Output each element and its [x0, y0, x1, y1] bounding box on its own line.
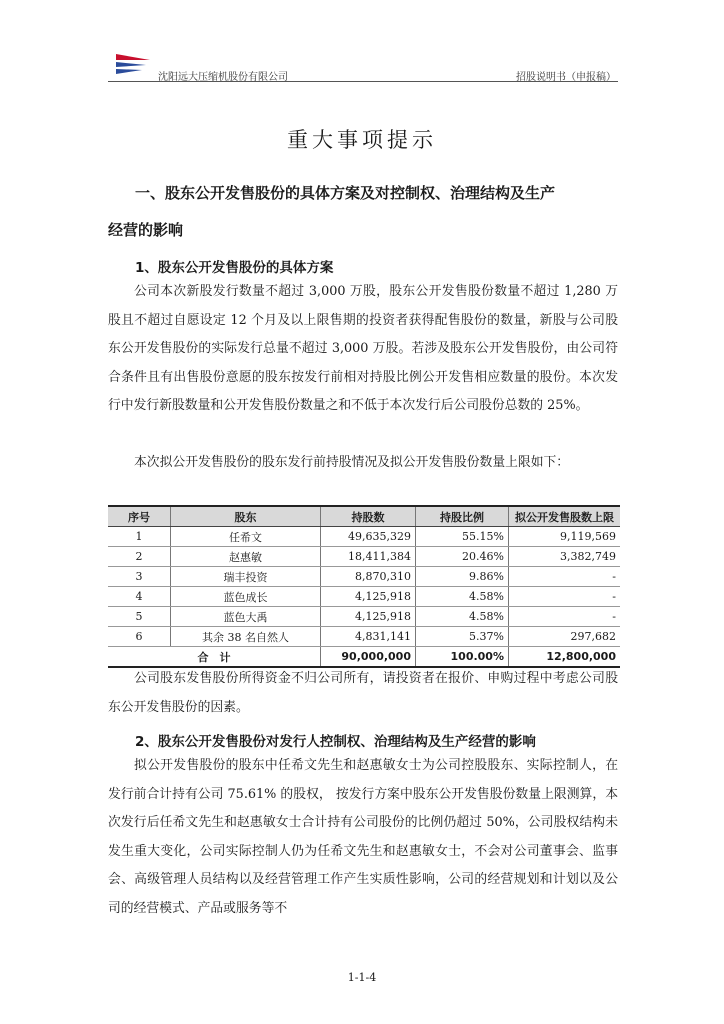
cell-shares: 4,831,141: [321, 627, 416, 647]
cell-shareholder: 蓝色成长: [171, 587, 321, 607]
cell-shares: 4,125,918: [321, 587, 416, 607]
cell-limit: 9,119,569: [509, 527, 621, 547]
table-row: [108, 547, 620, 567]
cell-index: 5: [108, 607, 171, 627]
cell-limit: 297,682: [509, 627, 621, 647]
col-header-index: 序号: [108, 506, 171, 527]
table-row: [108, 567, 620, 587]
cell-total-limit: 12,800,000: [509, 647, 621, 668]
cell-total-ratio: 100.00%: [416, 647, 509, 668]
cell-limit: -: [509, 587, 621, 607]
cell-ratio: 55.15%: [416, 527, 509, 547]
cell-limit: -: [509, 607, 621, 627]
subsection-heading-2: 2、股东公开发售股份对发行人控制权、治理结构及生产经营的影响: [135, 734, 536, 750]
cell-ratio: 5.37%: [416, 627, 509, 647]
header-rule: [108, 81, 618, 82]
col-header-shareholder: 股东: [171, 506, 321, 527]
paragraph-control-impact: 拟公开发售股份的股东中任希文先生和赵惠敏女士为公司控股股东、实际控制人，在发行前合计持有公司 75.61% 的股权， 按发行方案中股东公开发售股份数量上限测算，本次发行后任希文先生和赵惠敏女士合计持有公司股份的比例仍超过 50%，公司股权结构未发生重大变化，公司实际控制人仍为任希文先生和赵惠敏女士，不会对公司董事会、监事会、高级管理人员结构以及经营管理工作产生实质性影响，公司的经营规划和计划以及公司的经营模式、产品或服务等不: [108, 758, 618, 916]
cell-shares: 8,870,310: [321, 567, 416, 587]
cell-index: 4: [108, 587, 171, 607]
cell-shareholder: 任希文: [171, 527, 321, 547]
cell-limit: 3,382,749: [509, 547, 621, 567]
cell-index: 3: [108, 567, 171, 587]
table-row: [108, 527, 620, 547]
company-name: 沈阳远大压缩机股份有限公司: [158, 72, 288, 83]
cell-shareholder: 瑞丰投资: [171, 567, 321, 587]
cell-index: 6: [108, 627, 171, 647]
cell-total-label: 合 计: [108, 647, 321, 668]
cell-shareholder: 蓝色大禹: [171, 607, 321, 627]
paragraph-proceeds-note: 公司股东发售股份所得资金不归公司所有，请投资者在报价、申购过程中考虑公司股东公开发售股份的因素。: [108, 671, 618, 715]
table-header-row: [108, 506, 620, 527]
cell-ratio: 20.46%: [416, 547, 509, 567]
paragraph-table-intro: 本次拟公开发售股份的股东发行前持股情况及拟公开发售股份数量上限如下：: [134, 455, 570, 470]
cell-index: 1: [108, 527, 171, 547]
cell-shares: 4,125,918: [321, 607, 416, 627]
table-row: [108, 627, 620, 647]
table-row: [108, 607, 620, 627]
table-total-row: [108, 647, 620, 668]
subsection-heading-1: 1、股东公开发售股份的具体方案: [135, 260, 334, 276]
cell-shareholder: 其余 38 名自然人: [171, 627, 321, 647]
paragraph-offering-plan: 公司本次新股发行数量不超过 3,000 万股，股东公开发售股份数量不超过 1,280 万股且不超过自愿设定 12 个月及以上限售期的投资者获得配售股份的数量，新股与公司股东公开发售股份的实际发行总量不超过 3,000 万股。若涉及股东公开发售股份，由公司符合条件且有出售股份意愿的股东按发行前相对持股比例公开发售相应数量的股份。本次发行中发行新股数量和公开发售股份数量之和不低于本次发行后公司股份总数的 25%。: [108, 284, 618, 413]
page-header: [108, 48, 618, 83]
shareholder-table: [108, 505, 620, 668]
cell-shareholder: 赵惠敏: [171, 547, 321, 567]
cell-index: 2: [108, 547, 171, 567]
section-heading-line2: 经营的影响: [108, 221, 184, 239]
cell-shares: 18,411,384: [321, 547, 416, 567]
cell-ratio: 4.58%: [416, 587, 509, 607]
col-header-shares: 持股数: [321, 506, 416, 527]
cell-limit: -: [509, 567, 621, 587]
cell-total-shares: 90,000,000: [321, 647, 416, 668]
table-row: [108, 587, 620, 607]
page-title: 重大事项提示: [287, 128, 437, 152]
col-header-ratio: 持股比例: [416, 506, 509, 527]
col-header-limit: 拟公开发售股数上限: [509, 506, 621, 527]
section-heading-line1: 一、股东公开发售股份的具体方案及对控制权、治理结构及生产: [135, 184, 556, 202]
company-logo-icon: [116, 52, 150, 76]
cell-ratio: 9.86%: [416, 567, 509, 587]
page-number: 1-1-4: [347, 971, 377, 984]
cell-shares: 49,635,329: [321, 527, 416, 547]
document-type: 招股说明书（申报稿）: [516, 72, 616, 83]
cell-ratio: 4.58%: [416, 607, 509, 627]
